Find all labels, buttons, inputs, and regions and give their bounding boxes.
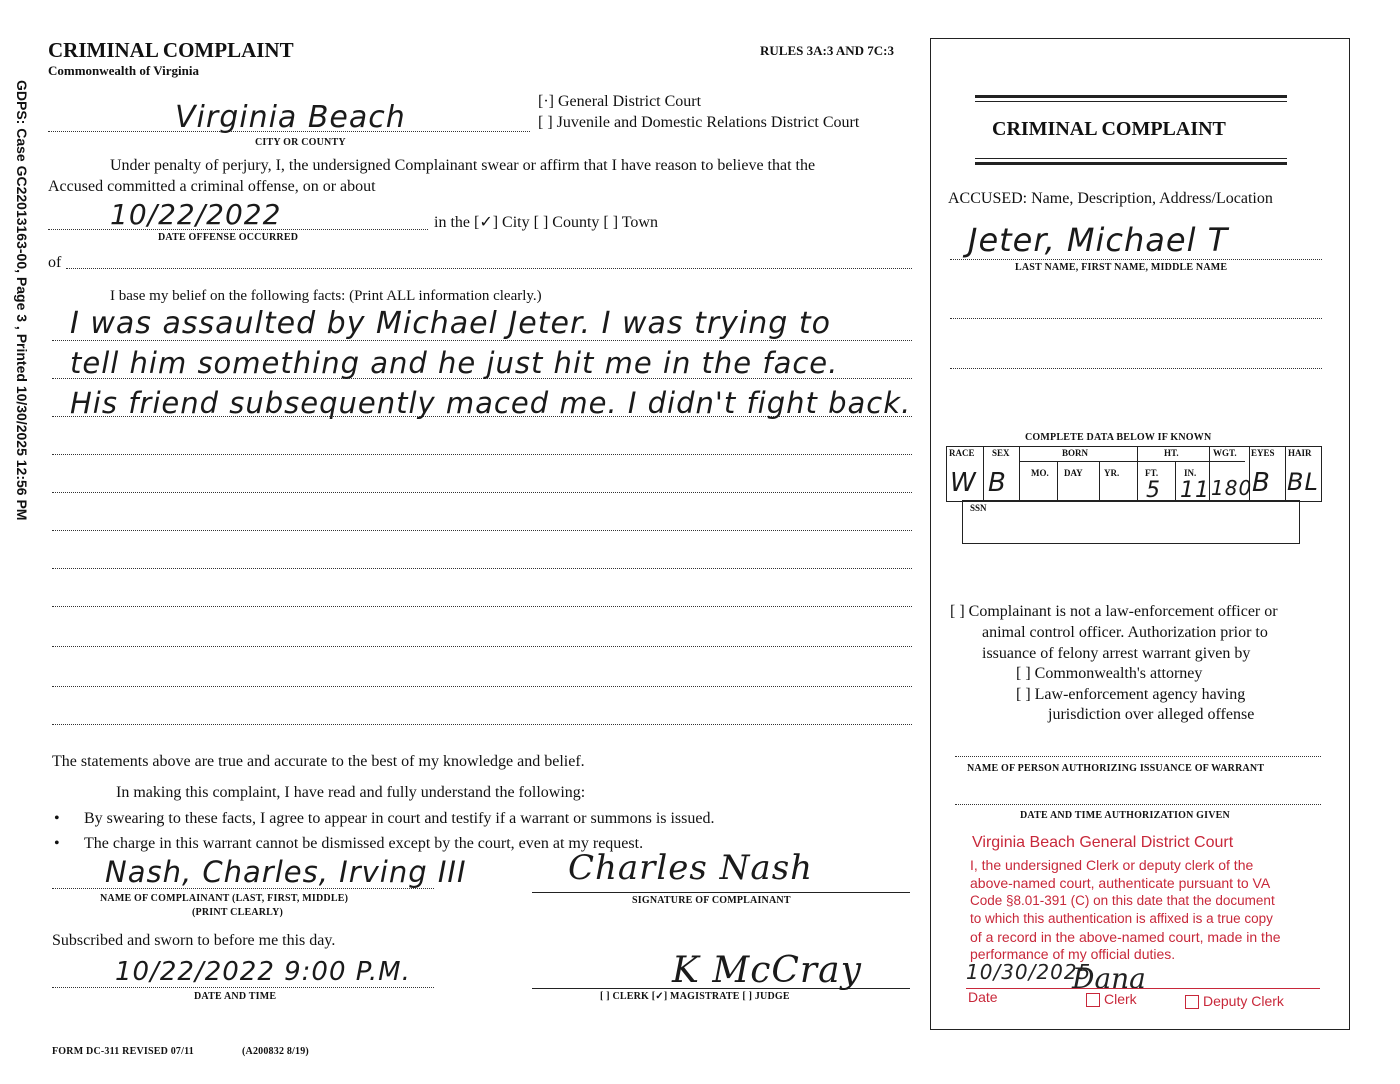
- stamp-line-1: I, the undersigned Clerk or deputy clerk of the: [970, 857, 1254, 873]
- signer-role-options[interactable]: [ ] CLERK [✓] MAGISTRATE [ ] JUDGE: [600, 991, 790, 1002]
- accused-name-value: Jeter, Michael T: [968, 221, 1229, 259]
- form-code: (A200832 8/19): [242, 1046, 309, 1057]
- rules-reference: RULES 3A:3 AND 7C:3: [760, 43, 894, 58]
- stamp-rule: [966, 988, 1320, 989]
- title-rule-bottom-thin: [975, 158, 1287, 159]
- notice-line-1[interactable]: [ ] Complainant is not a law-enforcement officer or: [950, 603, 1278, 620]
- court-option-juvenile[interactable]: [ ] Juvenile and Domestic Relations District Court: [538, 114, 860, 131]
- sworn-datetime-label: DATE AND TIME: [194, 991, 277, 1002]
- oath-line-1: Under penalty of perjury, I, the undersigned Complainant swear or affirm that I have reason to believe that the: [110, 157, 816, 174]
- notice-option-1[interactable]: [ ] Commonwealth's attorney: [1016, 665, 1203, 682]
- notice-line-2: animal control officer. Authorization prior to: [982, 624, 1268, 641]
- weight-value: 180: [1211, 476, 1253, 500]
- complete-data-label: COMPLETE DATA BELOW IF KNOWN: [1025, 432, 1212, 443]
- sworn-label: Subscribed and sworn to before me this day.: [52, 932, 336, 949]
- complainant-name-label: NAME OF COMPLAINANT (LAST, FIRST, MIDDLE): [100, 893, 349, 904]
- notice-option-2[interactable]: [ ] Law-enforcement agency having: [1016, 686, 1246, 703]
- accused-name-label: LAST NAME, FIRST NAME, MIDDLE NAME: [1015, 262, 1228, 273]
- auth-name-label: NAME OF PERSON AUTHORIZING ISSUANCE OF WARRANT: [967, 763, 1265, 774]
- facts-line-2: tell him something and he just hit me in the face.: [70, 346, 839, 380]
- complainant-name-value: Nash, Charles, Irving III: [105, 855, 467, 889]
- race-value: W: [950, 468, 977, 498]
- form-subtitle: Commonwealth of Virginia: [48, 63, 199, 78]
- hair-label: HAIR: [1288, 448, 1312, 458]
- hair-value: BL: [1287, 468, 1319, 496]
- deputy-checkbox[interactable]: [1185, 995, 1199, 1009]
- notice-option-2b: jurisdiction over alleged offense: [1048, 706, 1255, 723]
- stamp-line-2: above-named court, authenticate pursuant to VA: [970, 875, 1271, 891]
- signature-line: [532, 892, 910, 893]
- signature-label: SIGNATURE OF COMPLAINANT: [632, 895, 791, 906]
- race-label: RACE: [949, 448, 975, 458]
- oath-line-2: Accused committed a criminal offense, on or about: [48, 178, 376, 195]
- stamp-line-6: performance of my official duties.: [970, 946, 1176, 962]
- auth-date-label: DATE AND TIME AUTHORIZATION GIVEN: [1020, 810, 1230, 821]
- stamp-line-4: to which this authentication is affixed is a true copy: [970, 911, 1273, 926]
- complainant-signature: Charles Nash: [568, 848, 814, 888]
- notice-line-3: issuance of felony arrest warrant given by: [982, 645, 1251, 662]
- stamp-line-3: Code §8.01-391 (C) on this date that the document: [970, 893, 1275, 908]
- born-yr-label: YR.: [1104, 468, 1120, 478]
- title-rule-top-thin: [975, 101, 1287, 102]
- form-number: FORM DC-311 REVISED 07/11: [52, 1046, 194, 1057]
- of-label: of: [48, 254, 62, 271]
- form-title: CRIMINAL COMPLAINT: [48, 38, 294, 62]
- inches-label: IN.: [1184, 468, 1197, 478]
- stamp-date-label: Date: [968, 989, 998, 1005]
- side-print-note: [6, 80, 30, 600]
- city-label: CITY OR COUNTY: [255, 137, 346, 148]
- magistrate-signature: K McCray: [672, 950, 862, 991]
- born-mo-label: MO.: [1031, 468, 1049, 478]
- eyes-label: EYES: [1251, 448, 1275, 458]
- feet-label: FT.: [1145, 468, 1159, 478]
- feet-value: 5: [1146, 478, 1161, 503]
- side-print-note-text: GDPS: Case GC22013163-00, Page 3 , Printed 10/30/2025 12:56 PM: [14, 80, 30, 521]
- sex-value: B: [988, 468, 1007, 498]
- statements-true: The statements above are true and accurate to the best of my knowledge and belief.: [52, 753, 585, 770]
- stamp-heading: Virginia Beach General District Court: [972, 834, 1234, 851]
- height-label: HT.: [1164, 448, 1179, 458]
- stamp-clerk-option[interactable]: Clerk: [1086, 991, 1137, 1007]
- ssn-box: [962, 500, 1300, 544]
- facts-label: I base my belief on the following facts: (Print ALL information clearly.): [110, 288, 542, 304]
- sworn-datetime-value: 10/22/2022 9:00 P.M.: [115, 957, 411, 987]
- ssn-label: SSN: [970, 503, 987, 513]
- right-title: CRIMINAL COMPLAINT: [992, 118, 1226, 140]
- offense-date-value: 10/22/2022: [110, 198, 282, 231]
- stamp-deputy-option[interactable]: Deputy Clerk: [1185, 993, 1284, 1009]
- eyes-value: B: [1252, 468, 1271, 498]
- clerk-checkbox[interactable]: [1086, 993, 1100, 1007]
- accused-label: ACCUSED: Name, Description, Address/Location: [948, 190, 1273, 207]
- born-day-label: DAY: [1064, 468, 1083, 478]
- stamp-date-value: 10/30/2025: [966, 960, 1092, 984]
- print-clearly-label: (PRINT CLEARLY): [192, 907, 284, 918]
- title-rule-bottom: [975, 162, 1287, 165]
- court-option-general[interactable]: [·] General District Court: [538, 93, 702, 110]
- weight-label: WGT.: [1213, 448, 1237, 458]
- facts-line-3: His friend subsequently maced me. I didn't fight back.: [70, 386, 912, 420]
- offense-date-label: DATE OFFENSE OCCURRED: [158, 232, 299, 243]
- bullet-1-icon: •: [54, 810, 60, 827]
- bullet-2-icon: •: [54, 835, 60, 852]
- born-label: BORN: [1062, 448, 1089, 458]
- city-value: Virginia Beach: [175, 100, 406, 135]
- statements-bullet-2: The charge in this warrant cannot be dismissed except by the court, even at my request.: [84, 835, 644, 852]
- jurisdiction-type[interactable]: in the [✓] City [ ] County [ ] Town: [434, 214, 658, 231]
- statements-bullet-1: By swearing to these facts, I agree to appear in court and testify if a warrant or summons is issued.: [84, 810, 715, 827]
- title-rule-top: [975, 95, 1287, 98]
- sex-label: SEX: [992, 448, 1010, 458]
- inches-value: 11: [1180, 478, 1210, 503]
- stamp-line-5: of a record in the above-named court, made in the: [970, 929, 1281, 945]
- statements-making: In making this complaint, I have read and fully understand the following:: [116, 784, 586, 801]
- facts-line-1: I was assaulted by Michael Jeter. I was trying to: [70, 306, 831, 341]
- clerk-signature: Dana: [1072, 962, 1146, 995]
